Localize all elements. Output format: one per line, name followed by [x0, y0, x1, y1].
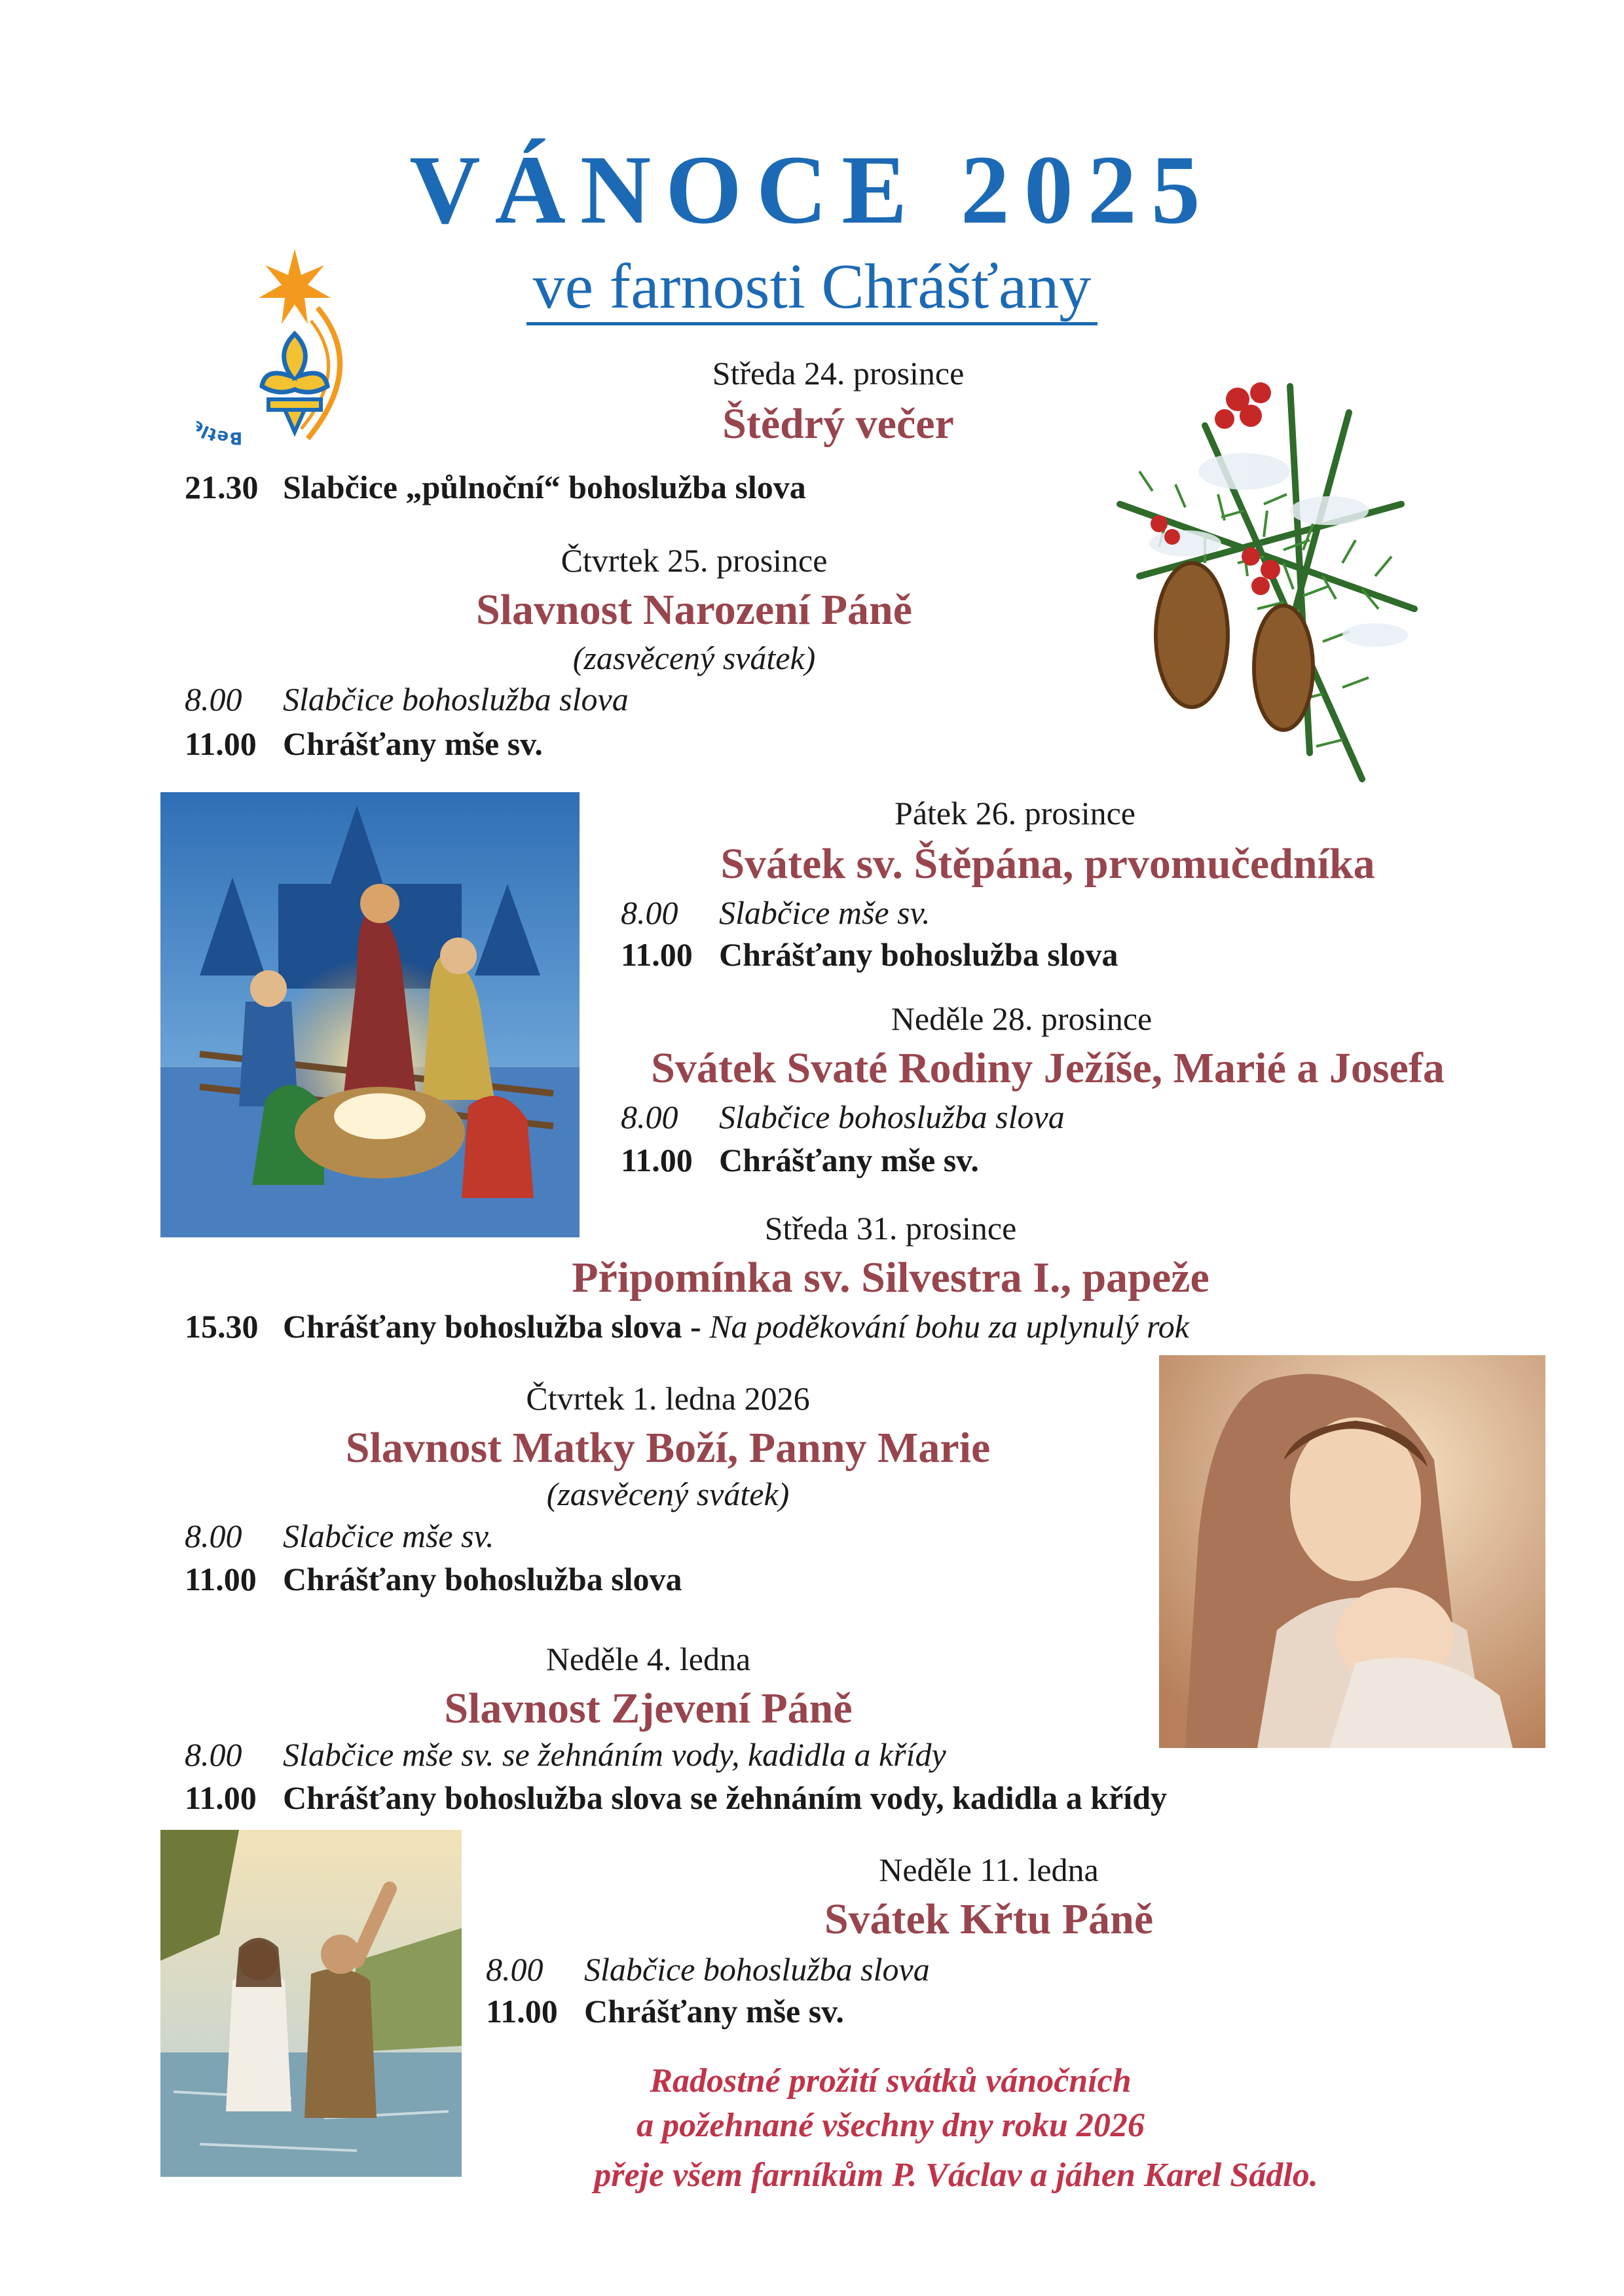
- event-feast: Svátek sv. Štěpána, prvomučedníka: [720, 840, 1375, 888]
- service-row: 8.00 Slabčice bohoslužba slova: [621, 1099, 1065, 1135]
- event-day: Čtvrtek 25. prosince: [561, 542, 828, 579]
- nativity-scene-image: [160, 792, 580, 1237]
- event-day: Středa 24. prosince: [712, 355, 965, 392]
- subtitle-text: ve farnosti Chrášťany: [526, 251, 1098, 325]
- service-row: 11.00 Chrášťany mše sv.: [486, 1993, 844, 2030]
- service-row: 11.00 Chrášťany bohoslužba slova: [185, 1561, 682, 1597]
- event-day: Středa 31. prosince: [764, 1210, 1017, 1247]
- event-note: (zasvěcený svátek): [546, 1476, 790, 1512]
- event-feast: Připomínka sv. Silvestra I., papeže: [572, 1254, 1209, 1302]
- service-row: 11.00 Chrášťany bohoslužba slova se žehnáním vody, kadidla a křídy: [185, 1779, 1167, 1816]
- event-day: Pátek 26. prosince: [895, 795, 1135, 831]
- service-row: 8.00 Slabčice mše sv. se žehnáním vody, kadidla a křídy: [185, 1736, 946, 1773]
- greeting-line: a požehnané všechny dny roku 2026: [637, 2107, 1145, 2144]
- event-day: Neděle 11. ledna: [879, 1851, 1099, 1888]
- event-feast: Slavnost Zjevení Páně: [444, 1685, 853, 1732]
- service-row: 11.00 Chrášťany mše sv.: [621, 1142, 979, 1178]
- event-feast: Svátek Křtu Páně: [824, 1895, 1154, 1943]
- service-row: 8.00 Slabčice mše sv.: [621, 894, 931, 931]
- event-feast: Slavnost Matky Boží, Panny Marie: [345, 1424, 991, 1472]
- service-row: 8.00 Slabčice bohoslužba slova: [486, 1951, 930, 1988]
- service-row: 8.00 Slabčice bohoslužba slova: [185, 681, 629, 718]
- event-day: Čtvrtek 1. ledna 2026: [526, 1380, 810, 1417]
- service-row: 8.00 Slabčice mše sv.: [185, 1518, 494, 1554]
- page-title: VÁNOCE 2025: [409, 136, 1215, 244]
- event-day: Neděle 28. prosince: [891, 1000, 1153, 1037]
- service-row: 15.30 Chrášťany bohoslužba slova - Na poděkování bohu za uplynulý rok: [185, 1308, 1189, 1345]
- event-feast: Štědrý večer: [722, 400, 954, 448]
- event-note: (zasvěcený svátek): [572, 640, 816, 676]
- event-feast: Svátek Svaté Rodiny Ježíše, Marié a Josefa: [651, 1044, 1445, 1092]
- service-row: 21.30 Slabčice „půlnoční“ bohoslužba slova: [185, 469, 806, 505]
- madonna-child-image: [1159, 1355, 1545, 1748]
- baptism-image: [160, 1830, 462, 2177]
- logo-bethlehem-light-icon: [196, 236, 380, 452]
- service-row: 11.00 Chrášťany mše sv.: [185, 725, 543, 762]
- event-feast: Slavnost Narození Páně: [475, 586, 913, 634]
- service-row: 11.00 Chrášťany bohoslužba slova: [621, 936, 1118, 973]
- greeting-signature: přeje všem farníkům P. Václav a jáhen Karel Sádlo.: [594, 2157, 1318, 2194]
- event-day: Neděle 4. ledna: [545, 1641, 751, 1677]
- logo-text: Betl: [198, 421, 243, 448]
- pine-branch-illustration: [1074, 360, 1467, 805]
- greeting-line: Radostné prožití svátků vánočních: [650, 2062, 1132, 2100]
